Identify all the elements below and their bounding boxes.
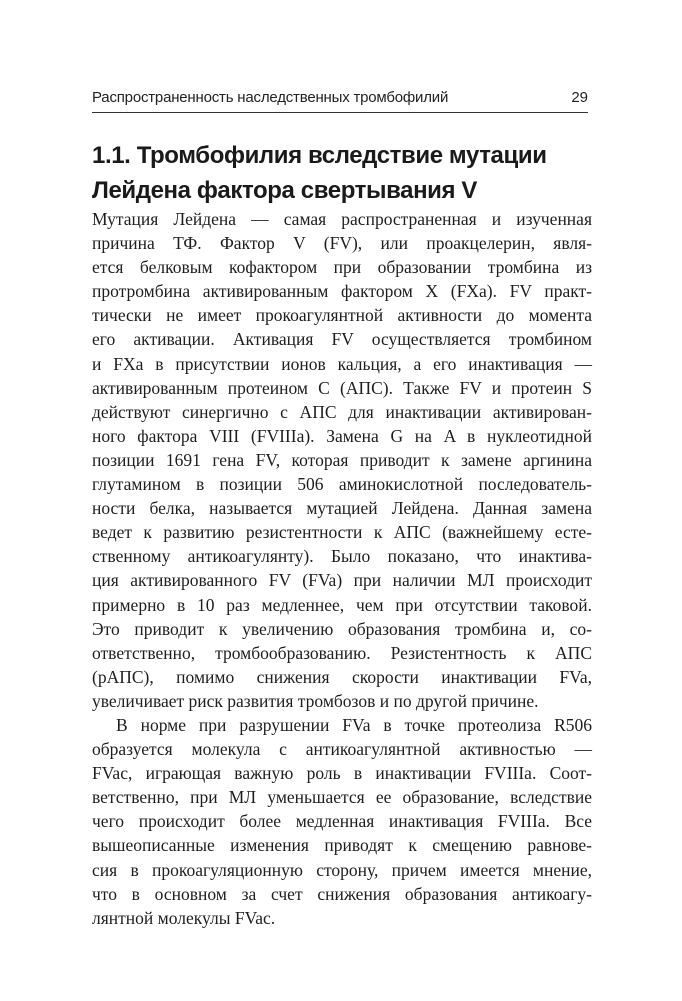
text-line: ственному антикоагулянту). Было показано, что инактива- (92, 546, 592, 567)
text-line: действуют синергично с АПС для инактивации активирован- (92, 401, 592, 422)
running-head (92, 88, 588, 110)
running-head-title: Распространенность наследственных тромбофилий (92, 89, 449, 106)
text-line: позиции 1691 гена FV, которая приводит к замене аргинина (92, 449, 592, 470)
header-rule (92, 112, 588, 113)
text-line: причина ТФ. Фактор V (FV), или проакцелерин, явля- (92, 233, 592, 254)
text-line: его активации. Активация FV осуществляется тромбином (92, 329, 592, 350)
section-heading-line: 1.1. Тромбофилия вследствие мутации (92, 142, 547, 169)
text-line: ветственно, при МЛ уменьшается ее образование, вследствие (92, 787, 592, 808)
paragraph-2 (92, 713, 592, 930)
text-line: ведет к развитию резистентности к АПС (важнейшему есте- (92, 522, 592, 543)
text-line: Это приводит к увеличению образования тромбина и, со- (92, 618, 592, 639)
text-line: ного фактора VIII (FVIIIa). Замена G на A в нуклеотидной (92, 425, 592, 446)
body-text (92, 207, 592, 930)
text-line: FVac, играющая важную роль в инактивации FVIIIa. Соот- (92, 763, 592, 784)
text-line: и FXa в присутствии ионов кальция, а его инактивация — (92, 353, 592, 374)
text-line: активированным протеином С (АПС). Также FV и протеин S (92, 377, 592, 398)
text-line: вышеописанные изменения приводят к смещению равнове- (92, 835, 592, 856)
text-line: Мутация Лейдена — самая распространенная и изученная (92, 209, 592, 229)
text-line: сия в прокоагуляционную сторону, причем имеется мнение, (92, 859, 592, 880)
text-line: ности белка, называется мутацией Лейдена. Данная замена (92, 498, 592, 519)
text-line: образуется молекула с антикоагулянтной активностью — (92, 739, 592, 760)
text-line: что в основном за счет снижения образования антикоагу- (92, 883, 592, 904)
text-line: глутамином в позиции 506 аминокислотной последователь- (92, 474, 592, 495)
text-line: В норме при разрушении FVa в точке протеолиза R506 (116, 714, 592, 735)
text-line: чего происходит более медленная инактивация FVIIIa. Все (92, 811, 592, 832)
text-line: лянтной молекулы FVac. (92, 907, 276, 928)
text-line: протромбина активированным фактором X (FXa). FV практ- (92, 281, 592, 302)
text-line: тически не имеет прокоагулянтной активности до момента (92, 305, 592, 326)
section-heading (92, 138, 588, 208)
text-line: увеличивает риск развития тромбозов и по другой причине. (92, 690, 539, 711)
text-line: (рАПС), помимо снижения скорости инактивации FVa, (92, 666, 592, 687)
paragraph-1 (92, 207, 592, 713)
text-line: примерно в 10 раз медленнее, чем при отсутствии таковой. (92, 594, 592, 615)
text-line: ция активированного FV (FVa) при наличии МЛ происходит (92, 570, 592, 591)
text-line: ется белковым кофактором при образовании тромбина из (92, 257, 592, 278)
text-line: ответственно, тромбообразованию. Резистентность к АПС (92, 642, 592, 663)
page-number: 29 (571, 89, 588, 106)
section-heading-line: Лейдена фактора свертывания V (92, 177, 478, 204)
